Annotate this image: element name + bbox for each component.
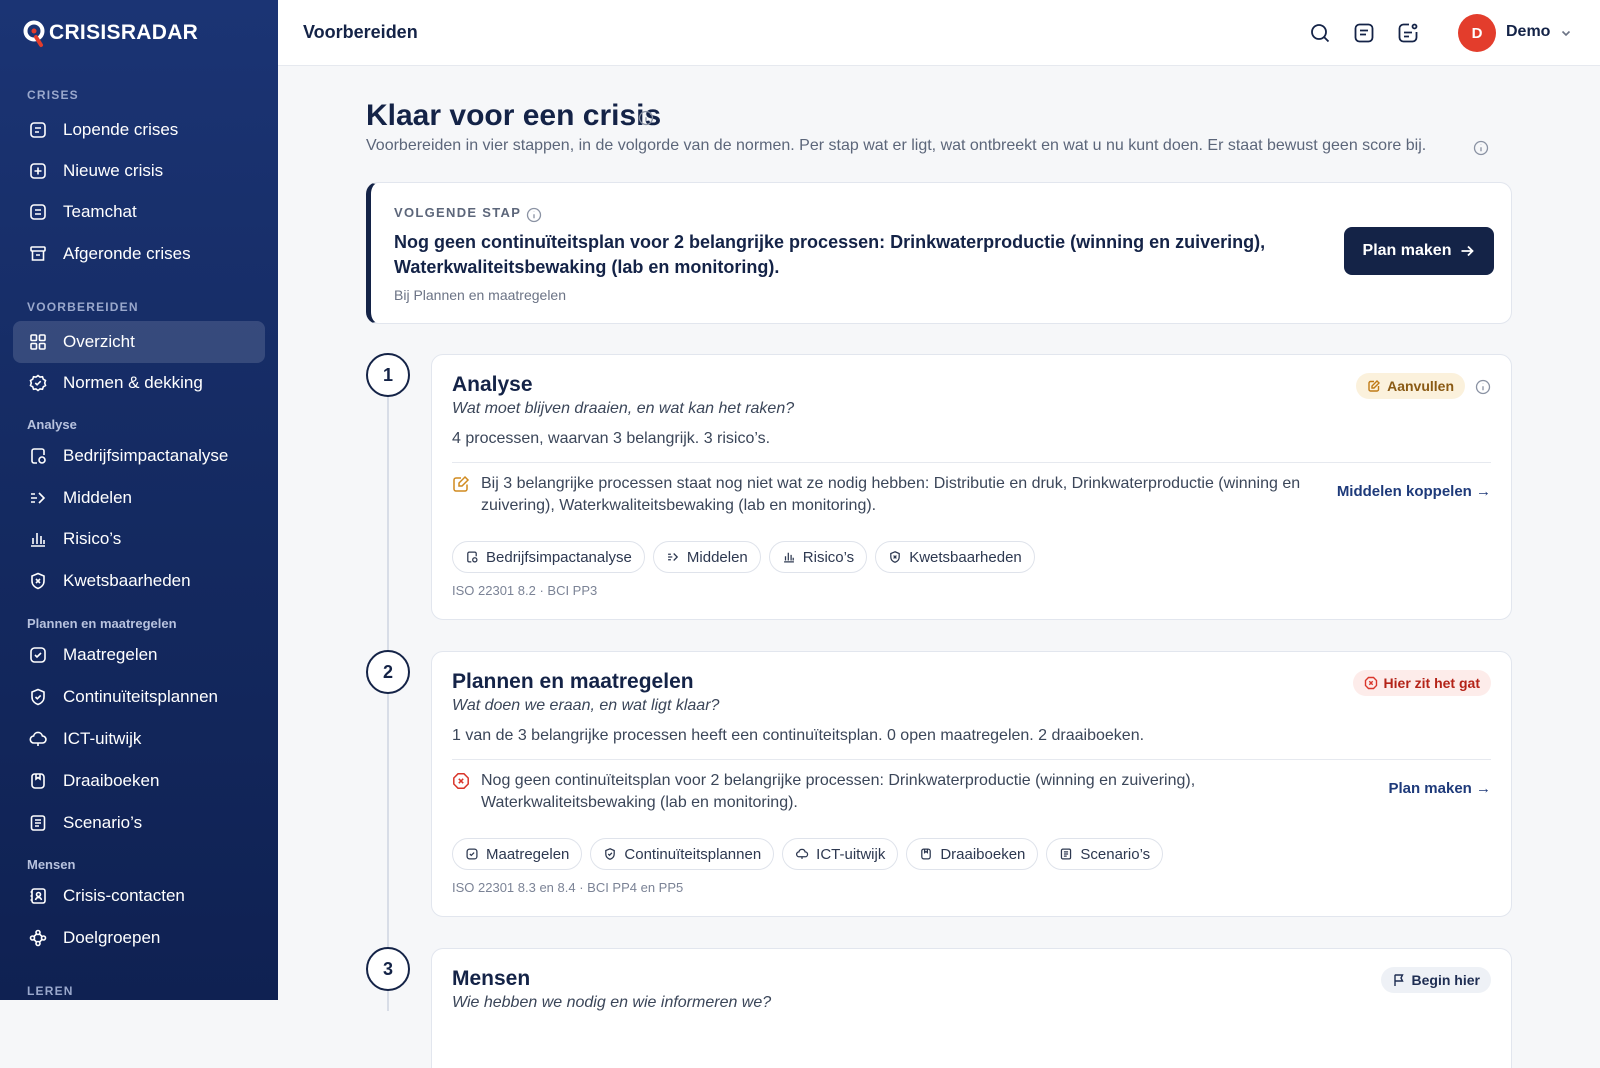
status-badge — [1356, 373, 1465, 399]
badge-check-icon — [28, 373, 48, 393]
sidebar-item-continuiteitsplannen[interactable] — [13, 676, 265, 718]
resources-icon — [666, 550, 680, 564]
chip-label: Risico’s — [802, 548, 855, 566]
chip-continuiteitsplannen[interactable] — [590, 838, 774, 870]
info-icon[interactable] — [1473, 140, 1489, 156]
shield-x-icon — [28, 571, 48, 591]
next-step-text: Nog geen continuïteitsplan voor 2 belangrijke processen: Drinkwaterproductie (winning en zuivering), Waterkwaliteitsbewaking (lab en monitoring). — [394, 232, 1266, 277]
section-label-voorbereiden: VOORBEREIDEN — [27, 300, 139, 314]
audience-icon — [28, 928, 48, 948]
sidebar-item-maatregelen[interactable] — [13, 634, 265, 676]
sidebar-item-label: Doelgroepen — [63, 928, 161, 947]
sidebar-item-doelgroepen[interactable] — [13, 917, 265, 959]
step-norm-reference: ISO 22301 8.2 · BCI PP3 — [452, 583, 598, 598]
chip-label: Middelen — [686, 548, 748, 566]
sidebar-item-crisis-contacten[interactable] — [13, 875, 265, 917]
sidebar-item-middelen[interactable] — [13, 477, 265, 519]
grid-icon — [28, 332, 48, 352]
group-label-analyse: Analyse — [27, 417, 77, 432]
info-icon[interactable] — [1475, 379, 1491, 395]
logo-text: CRISISRADAR — [49, 21, 199, 44]
sidebar-item-label: Nieuwe crisis — [63, 161, 164, 180]
check-square-icon — [28, 645, 48, 665]
step-card-plannen — [431, 651, 1512, 917]
step-question: Wat moet blijven draaien, en wat kan het raken? — [452, 400, 795, 417]
logo-icon — [22, 19, 46, 47]
next-step-card — [366, 182, 1512, 324]
sidebar — [0, 0, 278, 1000]
page-title: Klaar voor een crisis — [366, 99, 662, 132]
step-title: Mensen — [452, 967, 531, 990]
section-label-leren: LEREN — [27, 984, 74, 998]
arrow-right-icon — [1459, 243, 1475, 259]
sidebar-item-label: Kwetsbaarheden — [63, 571, 191, 590]
status-badge — [1381, 967, 1491, 993]
cloud-icon — [795, 847, 809, 861]
sidebar-item-label: Afgeronde crises — [63, 244, 191, 263]
sidebar-item-label: Teamchat — [63, 202, 137, 221]
chat-icon[interactable] — [1352, 21, 1376, 45]
next-step-label: VOLGENDE STAP — [394, 205, 522, 220]
next-step-meta: Bij Plannen en maatregelen — [394, 287, 567, 303]
chip-row — [452, 838, 1163, 870]
contact-card-icon — [28, 886, 48, 906]
document-icon — [28, 813, 48, 833]
section-label-crises: CRISES — [27, 88, 79, 102]
chip-label: ICT-uitwijk — [816, 845, 886, 863]
step-alert-text: Bij 3 belangrijke processen staat nog niet wat ze nodig hebben: Distributie en druk, Drinkwaterproductie (winning en zuivering), Waterkwaliteitsbewaking (lab en monitoring). — [481, 475, 1301, 514]
sidebar-item-risicos[interactable] — [13, 518, 265, 560]
sidebar-item-teamchat[interactable] — [13, 191, 265, 233]
group-label-mensen: Mensen — [27, 857, 76, 872]
flag-icon — [1392, 973, 1406, 987]
sidebar-item-normen-dekking[interactable] — [13, 362, 265, 404]
info-icon[interactable] — [638, 110, 654, 126]
step-title: Analyse — [452, 373, 533, 396]
chip-risicos[interactable] — [769, 541, 867, 573]
user-name[interactable]: Demo — [1506, 23, 1551, 40]
sidebar-item-draaiboeken[interactable] — [13, 760, 265, 802]
chip-label: Bedrijfsimpactanalyse — [486, 548, 632, 566]
status-badge — [1353, 670, 1491, 696]
timeline-line — [387, 391, 389, 1011]
plan-maken-label: Plan maken — [1362, 242, 1452, 259]
step-number: 2 — [366, 650, 410, 694]
main-content — [278, 66, 1600, 1011]
sidebar-item-label: Normen & dekking — [63, 373, 203, 392]
logo[interactable] — [22, 18, 198, 48]
step-card-mensen — [431, 948, 1512, 1068]
sidebar-item-label: Crisis-contacten — [63, 886, 185, 905]
sidebar-item-label: ICT-uitwijk — [63, 729, 142, 748]
sidebar-item-kwetsbaarheden[interactable] — [13, 560, 265, 602]
plus-icon — [28, 161, 48, 181]
sidebar-item-label: Draaiboeken — [63, 771, 160, 790]
list-icon — [28, 120, 48, 140]
sidebar-item-nieuwe-crisis[interactable] — [13, 150, 265, 192]
chip-ict-uitwijk[interactable] — [782, 838, 898, 870]
sidebar-item-scenarios[interactable] — [13, 802, 265, 844]
chip-scenarios[interactable] — [1046, 838, 1163, 870]
cloud-icon — [28, 729, 48, 749]
chat-icon — [28, 202, 48, 222]
resources-icon — [28, 488, 48, 508]
chip-maatregelen[interactable] — [452, 838, 582, 870]
sidebar-item-label: Bedrijfsimpactanalyse — [63, 446, 229, 465]
sidebar-item-lopende-crises[interactable] — [13, 109, 265, 151]
divider — [452, 462, 1491, 463]
archive-icon — [28, 244, 48, 264]
step-alert — [452, 473, 1312, 517]
sidebar-item-label: Risico’s — [63, 529, 122, 548]
bar-chart-icon — [782, 550, 796, 564]
page-header-title: Voorbereiden — [303, 22, 418, 42]
sidebar-item-label: Maatregelen — [63, 645, 158, 664]
playbook-icon — [919, 847, 933, 861]
step-question: Wat doen we eraan, en wat ligt klaar? — [452, 697, 720, 714]
step-title: Plannen en maatregelen — [452, 670, 694, 693]
plan-maken-button[interactable] — [1344, 227, 1494, 275]
edit-icon — [452, 475, 470, 493]
chip-bedrijfsimpactanalyse[interactable] — [452, 541, 645, 573]
step-number: 3 — [366, 947, 410, 991]
status-badge-label: Hier zit het gat — [1383, 675, 1480, 691]
shield-x-icon — [888, 550, 902, 564]
impact-icon — [28, 446, 48, 466]
sidebar-item-label: Middelen — [63, 488, 132, 507]
edit-icon — [1367, 379, 1381, 393]
status-badge-label: Aanvullen — [1387, 378, 1454, 394]
sidebar-item-bedrijfsimpactanalyse[interactable] — [13, 435, 265, 477]
chevron-down-icon[interactable] — [1560, 27, 1572, 39]
step-norm-reference: ISO 22301 8.3 en 8.4 · BCI PP4 en PP5 — [452, 880, 684, 895]
divider — [452, 759, 1491, 760]
chip-middelen[interactable] — [653, 541, 761, 573]
sidebar-item-label: Scenario’s — [63, 813, 143, 832]
shield-check-icon — [603, 847, 617, 861]
chip-label: Continuïteitsplannen — [624, 845, 762, 863]
shield-check-icon — [28, 687, 48, 707]
impact-icon — [465, 550, 479, 564]
step-summary: 1 van de 3 belangrijke processen heeft een continuïteitsplan. 0 open maatregelen. 2 draaiboeken. — [452, 727, 1145, 744]
group-label-plannen: Plannen en maatregelen — [27, 616, 177, 631]
sidebar-item-label: Overzicht — [63, 332, 135, 351]
step-card-analyse — [431, 354, 1512, 620]
chip-draaiboeken[interactable] — [906, 838, 1038, 870]
notifications-icon[interactable] — [1396, 21, 1420, 45]
chip-label: Maatregelen — [486, 845, 570, 863]
plan-maken-link[interactable]: Plan maken → — [1388, 780, 1491, 797]
document-icon — [1059, 847, 1073, 861]
chip-label: Draaiboeken — [940, 845, 1026, 863]
alert-octagon-icon — [452, 772, 470, 790]
chip-label: Scenario’s — [1080, 845, 1151, 863]
chip-row — [452, 541, 1035, 573]
step-number: 1 — [366, 353, 410, 397]
sidebar-item-overzicht[interactable] — [13, 321, 265, 363]
sidebar-item-label: Lopende crises — [63, 120, 179, 139]
topbar — [278, 0, 1600, 66]
info-icon[interactable] — [526, 207, 542, 223]
step-alert-text: Nog geen continuïteitsplan voor 2 belangrijke processen: Drinkwaterproductie (winning en zuivering), Waterkwaliteitsbewaking (lab en monitoring). — [481, 772, 1196, 811]
status-badge-label: Begin hier — [1411, 972, 1480, 988]
bar-chart-icon — [28, 529, 48, 549]
search-icon[interactable] — [1308, 21, 1332, 45]
step-question: Wie hebben we nodig en wie informeren we? — [452, 994, 772, 1011]
sidebar-item-ict-uitwijk[interactable] — [13, 718, 265, 760]
playbook-icon — [28, 771, 48, 791]
chip-kwetsbaarheden[interactable] — [875, 541, 1035, 573]
check-square-icon — [465, 847, 479, 861]
sidebar-item-label: Continuïteitsplannen — [63, 687, 219, 706]
page-subtitle: Voorbereiden in vier stappen, in de volgorde van de normen. Per stap wat er ligt, wat ontbreekt en wat u nu kunt doen. Er staat bewust geen score bij. — [366, 137, 1427, 154]
alert-octagon-icon — [1364, 676, 1378, 690]
middelen-koppelen-link[interactable]: Middelen koppelen → — [1336, 483, 1491, 500]
step-summary: 4 processen, waarvan 3 belangrijk. 3 risico’s. — [452, 430, 771, 447]
sidebar-item-afgeronde-crises[interactable] — [13, 233, 265, 275]
step-alert — [452, 770, 1312, 814]
avatar[interactable]: D — [1458, 14, 1496, 52]
chip-label: Kwetsbaarheden — [909, 548, 1022, 566]
